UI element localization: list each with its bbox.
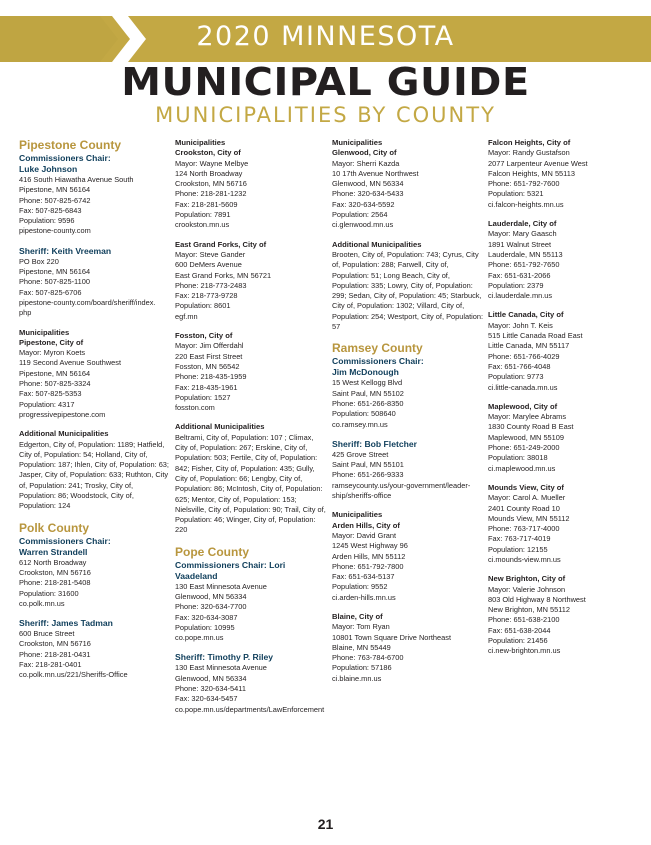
pope-additional [332, 240, 484, 333]
column-1 [19, 138, 171, 690]
additional-label: Additional Municipalities [332, 239, 422, 249]
mayor-line: Mayor: Jim Offerdahl [175, 341, 244, 351]
fax-line: Fax: 763-717-4019 [488, 534, 551, 544]
website-link[interactable]: fosston.com [175, 403, 215, 413]
mayor-line: Mayor: Tom Ryan [332, 622, 390, 632]
county-name: Pipestone County [19, 138, 122, 152]
column-3 [332, 138, 484, 693]
population-line: Population: 12155 [488, 544, 548, 554]
fax-line: Fax: 507-825-5353 [19, 389, 82, 399]
phone-line: Phone: 218-281-1232 [175, 189, 247, 199]
address-line: 600 DeMers Avenue [175, 260, 242, 270]
population-line: Population: 9552 [332, 582, 388, 592]
fax-line: Fax: 651-631-2066 [488, 270, 551, 280]
city-name: Blaine, City of [332, 611, 383, 621]
phone-line: Phone: 218-281-0431 [19, 649, 91, 659]
municipalities-label: Municipalities [19, 327, 70, 337]
fax-line: Fax: 651-634-5137 [332, 572, 395, 582]
address-line: 10801 Town Square Drive Northeast [332, 632, 452, 642]
address-line: 130 East Minnesota Avenue [175, 581, 267, 591]
fax-line: Fax: 320-634-5592 [332, 199, 395, 209]
city-name: Pipestone, City of [19, 337, 84, 347]
address-line: 1830 County Road B East [488, 422, 574, 432]
address-line: 10 17th Avenue Northwest [332, 168, 419, 178]
sheriff-name: Sheriff: Timothy P. Riley [175, 652, 274, 663]
city-name: Maplewood, City of [488, 401, 558, 411]
city-state-line: Pipestone, MN 56164 [19, 185, 91, 195]
maplewood-city [488, 402, 640, 474]
population-line: Population: 5321 [488, 189, 544, 199]
fax-line: Fax: 651-638-2044 [488, 625, 551, 635]
city-name: Little Canada, City of [488, 310, 564, 320]
glenwood-city [332, 138, 484, 231]
city-state-line: Glenwood, MN 56334 [332, 179, 404, 189]
additional-label: Additional Municipalities [19, 429, 109, 439]
fax-line: Fax: 218-435-1961 [175, 382, 238, 392]
polk-additional [175, 422, 327, 535]
address-line: 416 South Hiawatha Avenue South [19, 175, 134, 184]
website-link[interactable]: co.polk.mn.us [19, 598, 65, 608]
phone-line: Phone: 218-435-1959 [175, 372, 247, 382]
population-line: Population: 1527 [175, 392, 231, 402]
fax-line: Fax: 218-281-0401 [19, 659, 82, 669]
population-line: Population: 8601 [175, 301, 231, 311]
county-name: Pope County [175, 544, 249, 559]
little-canada-city [488, 310, 640, 392]
population-line: Population: 21456 [488, 636, 548, 646]
website-link[interactable]: ci.arden-hills.mn.us [332, 592, 396, 602]
website-link[interactable]: pipestone-county.com/board/sheriff/index. [19, 297, 156, 307]
egf-city [175, 240, 327, 322]
address-line: 15 West Kellogg Blvd [332, 378, 403, 388]
ramsey-county-section [332, 341, 484, 429]
city-state-line: Pipestone, MN 56164 [19, 267, 91, 277]
chair-name: Luke Johnson [19, 164, 78, 174]
city-state-line: Mounds View, MN 55112 [488, 513, 570, 523]
page-title: MUNICIPAL GUIDE [121, 60, 530, 104]
address-line: 220 East First Street [175, 351, 243, 361]
city-state-line: Saint Paul, MN 55101 [332, 460, 404, 470]
ramsey-sheriff [332, 439, 484, 501]
city-state-line: Crookston, MN 56716 [19, 639, 91, 649]
website-link[interactable]: co.pope.mn.us/departments/LawEnforcement [175, 704, 325, 714]
website-link[interactable]: ci.blaine.mn.us [332, 673, 382, 683]
website-link[interactable]: ramseycounty.us/your-government/leader- [332, 480, 471, 490]
city-state-line: Blaine, MN 55449 [332, 642, 391, 652]
population-line: Population: 2379 [488, 280, 544, 290]
city-state-line: Crookston, MN 56716 [19, 567, 91, 577]
city-name: Mounds View, City of [488, 482, 564, 492]
city-state-line: Glenwood, MN 56334 [175, 591, 247, 601]
website-link[interactable]: co.ramsey.mn.us [332, 419, 388, 429]
mayor-line: Mayor: Randy Gustafson [488, 148, 570, 158]
phone-line: Phone: 651-266-9333 [332, 470, 404, 480]
sheriff-name: Sheriff: James Tadman [19, 618, 113, 629]
chair-label: Commissioners Chair: [19, 535, 111, 546]
address-line: PO Box 220 [19, 256, 59, 266]
website-link-cont[interactable]: php [19, 308, 32, 318]
address-line: 600 Bruce Street [19, 629, 75, 639]
blaine-city [332, 612, 484, 684]
website-link[interactable]: egf.mn [175, 311, 198, 321]
chair-label: Commissioners Chair: [19, 153, 111, 163]
county-name: Ramsey County [332, 341, 423, 356]
city-state-line: Lauderdale, MN 55113 [488, 249, 563, 259]
mayor-line: Mayor: Myron Koets [19, 348, 86, 358]
website-link[interactable]: ci.glenwood.mn.us [332, 220, 394, 230]
city-state-line: Arden Hills, MN 55112 [332, 551, 406, 561]
website-link[interactable]: ci.maplewood.mn.us [488, 463, 556, 473]
additional-list: Edgerton, City of, Population: 1189; Hatfield, City of, Population: 54; Holland, City of, Population: 187; Ihlen, City of, Population: 63; Jasper, City of, Population: 633; Ruthton, City of, Population: 241; Trosky, City of, Population: 86; Woodstock, City of, Population: 124 [19, 439, 169, 511]
city-state-line: Falcon Heights, MN 55113 [488, 168, 575, 178]
website-link[interactable]: co.polk.mn.us/221/Sheriffs-Office [19, 670, 128, 680]
website-link[interactable]: ci.lauderdale.mn.us [488, 291, 553, 301]
city-name: New Brighton, City of [488, 574, 566, 584]
population-line: Population: 31600 [19, 588, 79, 598]
city-name: Arden Hills, City of [332, 520, 400, 530]
city-state-line: Crookston, MN 56716 [175, 179, 247, 189]
fax-line: Fax: 218-281-5609 [175, 199, 238, 209]
address-line: 2077 Larpenteur Avenue West [488, 158, 588, 168]
pipestone-county-section [19, 138, 171, 237]
website-link[interactable]: ci.new-brighton.mn.us [488, 646, 561, 656]
polk-sheriff [19, 618, 171, 680]
crookston-city [175, 138, 327, 231]
address-line: 130 East Minnesota Avenue [175, 663, 267, 673]
chair-name: Jim McDonough [332, 367, 399, 378]
population-line: Population: 2564 [332, 210, 388, 220]
pope-county-section [175, 545, 327, 644]
lauderdale-city [488, 219, 640, 301]
header-banner [0, 16, 651, 62]
phone-line: Phone: 218-773-2483 [175, 280, 247, 290]
city-state-line: Pipestone, MN 56164 [19, 368, 91, 378]
mayor-line: Mayor: David Grant [332, 530, 397, 540]
phone-line: Phone: 507-825-3324 [19, 379, 91, 389]
mayor-line: Mayor: Wayne Melbye [175, 158, 249, 168]
address-line: 2401 County Road 10 [488, 503, 560, 513]
website-link[interactable]: crookston.mn.us [175, 220, 230, 230]
website-link[interactable]: ci.mounds-view.mn.us [488, 554, 561, 564]
city-name: East Grand Forks, City of [175, 239, 267, 249]
address-line: 119 Second Avenue Southwest [19, 358, 122, 368]
mayor-line: Mayor: Sherri Kazda [332, 158, 400, 168]
mayor-line: Mayor: Steve Gander [175, 249, 246, 259]
page-number: 21 [317, 816, 334, 832]
chair-name: Commissioners Chair: Lori Vaadeland [175, 559, 286, 581]
fax-line: Fax: 507-825-6706 [19, 287, 82, 297]
fax-line: Fax: 218-773-9728 [175, 291, 238, 301]
new-brighton-city [488, 574, 640, 656]
chair-label: Commissioners Chair: [332, 356, 424, 367]
address-line: 612 North Broadway [19, 557, 87, 567]
column-2 [175, 138, 327, 724]
phone-line: Phone: 507-825-6742 [19, 195, 91, 205]
arden-hills-city [332, 510, 484, 603]
phone-line: Phone: 651-766-4029 [488, 351, 560, 361]
population-line: Population: 9596 [19, 216, 75, 226]
additional-list: Brooten, City of, Population: 743; Cyrus, City of, Population: 288; Farwell, City of, Population: 51; Long Beach, City of, Population: 335; Lowry, City of, Population: 299; Sedan, City of, Population: 45; Starbuck, City of, Population: 1302; Villard, City of, Population: 254; Westport, City of, Population: 57 [332, 249, 484, 332]
population-line: Population: 7891 [175, 210, 231, 220]
city-name: Glenwood, City of [332, 148, 397, 158]
fax-line: Fax: 320-634-5457 [175, 694, 238, 704]
pipestone-city [19, 328, 171, 421]
website-link-cont[interactable]: ship/sheriffs-office [332, 491, 392, 501]
phone-line: Phone: 651-792-7800 [332, 561, 404, 571]
additional-label: Additional Municipalities [175, 422, 265, 432]
county-name: Polk County [19, 520, 90, 535]
address-line: 425 Grove Street [332, 449, 389, 459]
city-name: Crookston, City of [175, 148, 241, 158]
chair-name: Warren Strandell [19, 546, 88, 557]
population-line: Population: 508640 [332, 409, 396, 419]
fax-line: Fax: 651-766-4048 [488, 361, 551, 371]
city-state-line: East Grand Forks, MN 56721 [175, 270, 272, 280]
municipalities-label: Municipalities [332, 138, 383, 147]
municipalities-label: Municipalities [332, 510, 383, 520]
pope-sheriff [175, 652, 327, 714]
sheriff-name: Sheriff: Keith Vreeman [19, 245, 112, 256]
city-state-line: Maplewood, MN 55109 [488, 432, 565, 442]
phone-line: Phone: 320-634-5411 [175, 684, 246, 694]
mayor-line: Mayor: Carol A. Mueller [488, 493, 566, 503]
population-line: Population: 9773 [488, 372, 544, 382]
address-line: 124 North Broadway [175, 168, 243, 178]
fosston-city [175, 331, 327, 413]
city-name: Lauderdale, City of [488, 219, 557, 229]
address-line: 803 Old Highway 8 Northwest [488, 594, 586, 604]
pipestone-sheriff [19, 246, 171, 319]
website-link[interactable]: progressivepipestone.com [19, 409, 106, 419]
phone-line: Phone: 651-792-7600 [488, 179, 560, 189]
municipalities-label: Municipalities [175, 138, 226, 147]
website-link[interactable]: co.pope.mn.us [175, 633, 224, 643]
fax-line: Fax: 507-825-6843 [19, 205, 82, 215]
city-state-line: New Brighton, MN 55112 [488, 605, 571, 615]
mounds-view-city [488, 483, 640, 565]
phone-line: Phone: 651-792-7650 [488, 260, 560, 270]
fax-line: Fax: 320-634-3087 [175, 612, 238, 622]
polk-county-section [19, 521, 171, 609]
city-name: Fosston, City of [175, 331, 233, 341]
population-line: Population: 38018 [488, 453, 548, 463]
address-line: 1245 West Highway 96 [332, 541, 408, 551]
page-subtitle: MUNICIPALITIES BY COUNTY [155, 103, 496, 127]
phone-line: Phone: 218-281-5408 [19, 578, 91, 588]
population-line: Population: 4317 [19, 399, 75, 409]
banner-title: 2020 MINNESOTA [196, 21, 455, 52]
population-line: Population: 10995 [175, 622, 235, 632]
phone-line: Phone: 320-634-5433 [332, 189, 404, 199]
falcon-heights-city [488, 138, 640, 210]
website-link[interactable]: ci.little-canada.mn.us [488, 382, 558, 392]
pipestone-additional [19, 429, 171, 511]
address-line: 515 Little Canada Road East [488, 331, 583, 341]
phone-line: Phone: 507-825-1100 [19, 277, 90, 287]
city-state-line: Saint Paul, MN 55102 [332, 388, 404, 398]
phone-line: Phone: 651-266-8350 [332, 398, 404, 408]
city-state-line: Fosston, MN 56542 [175, 361, 240, 371]
column-4 [488, 138, 640, 666]
city-state-line: Glenwood, MN 56334 [175, 673, 247, 683]
additional-list: Beltrami, City of, Population: 107 ; Climax, City of, Population: 267; Erskine, City of, Population: 503; Fertile, City of, Population: 842; Fisher, City of, Population: 435; Gully, City of, Population: 66; Lengby, City of, Population: 86; McIntosh, City of, Population: 625; Mentor, City of, Population: 153; Nielsville, City of, Population: 90; Trail, City of, Population: 46; Winger, City of, Population: 220 [175, 432, 326, 535]
address-line: 1891 Walnut Street [488, 239, 551, 249]
phone-line: Phone: 651-638-2100 [488, 615, 560, 625]
mayor-line: Mayor: Mary Gaasch [488, 229, 557, 239]
population-line: Population: 57186 [332, 663, 392, 673]
website-link[interactable]: ci.falcon-heights.mn.us [488, 199, 564, 209]
phone-line: Phone: 763-717-4000 [488, 524, 560, 534]
sheriff-name: Sheriff: Bob Fletcher [332, 438, 417, 449]
city-name: Falcon Heights, City of [488, 138, 571, 147]
mayor-line: Mayor: Marylee Abrams [488, 412, 567, 422]
phone-line: Phone: 763-784-6700 [332, 653, 404, 663]
city-state-line: Little Canada, MN 55117 [488, 341, 570, 351]
website-link[interactable]: pipestone-county.com [19, 226, 91, 236]
phone-line: Phone: 651-249-2000 [488, 443, 560, 453]
mayor-line: Mayor: John T. Keis [488, 320, 553, 330]
phone-line: Phone: 320-634-7700 [175, 602, 247, 612]
mayor-line: Mayor: Valerie Johnson [488, 584, 566, 594]
